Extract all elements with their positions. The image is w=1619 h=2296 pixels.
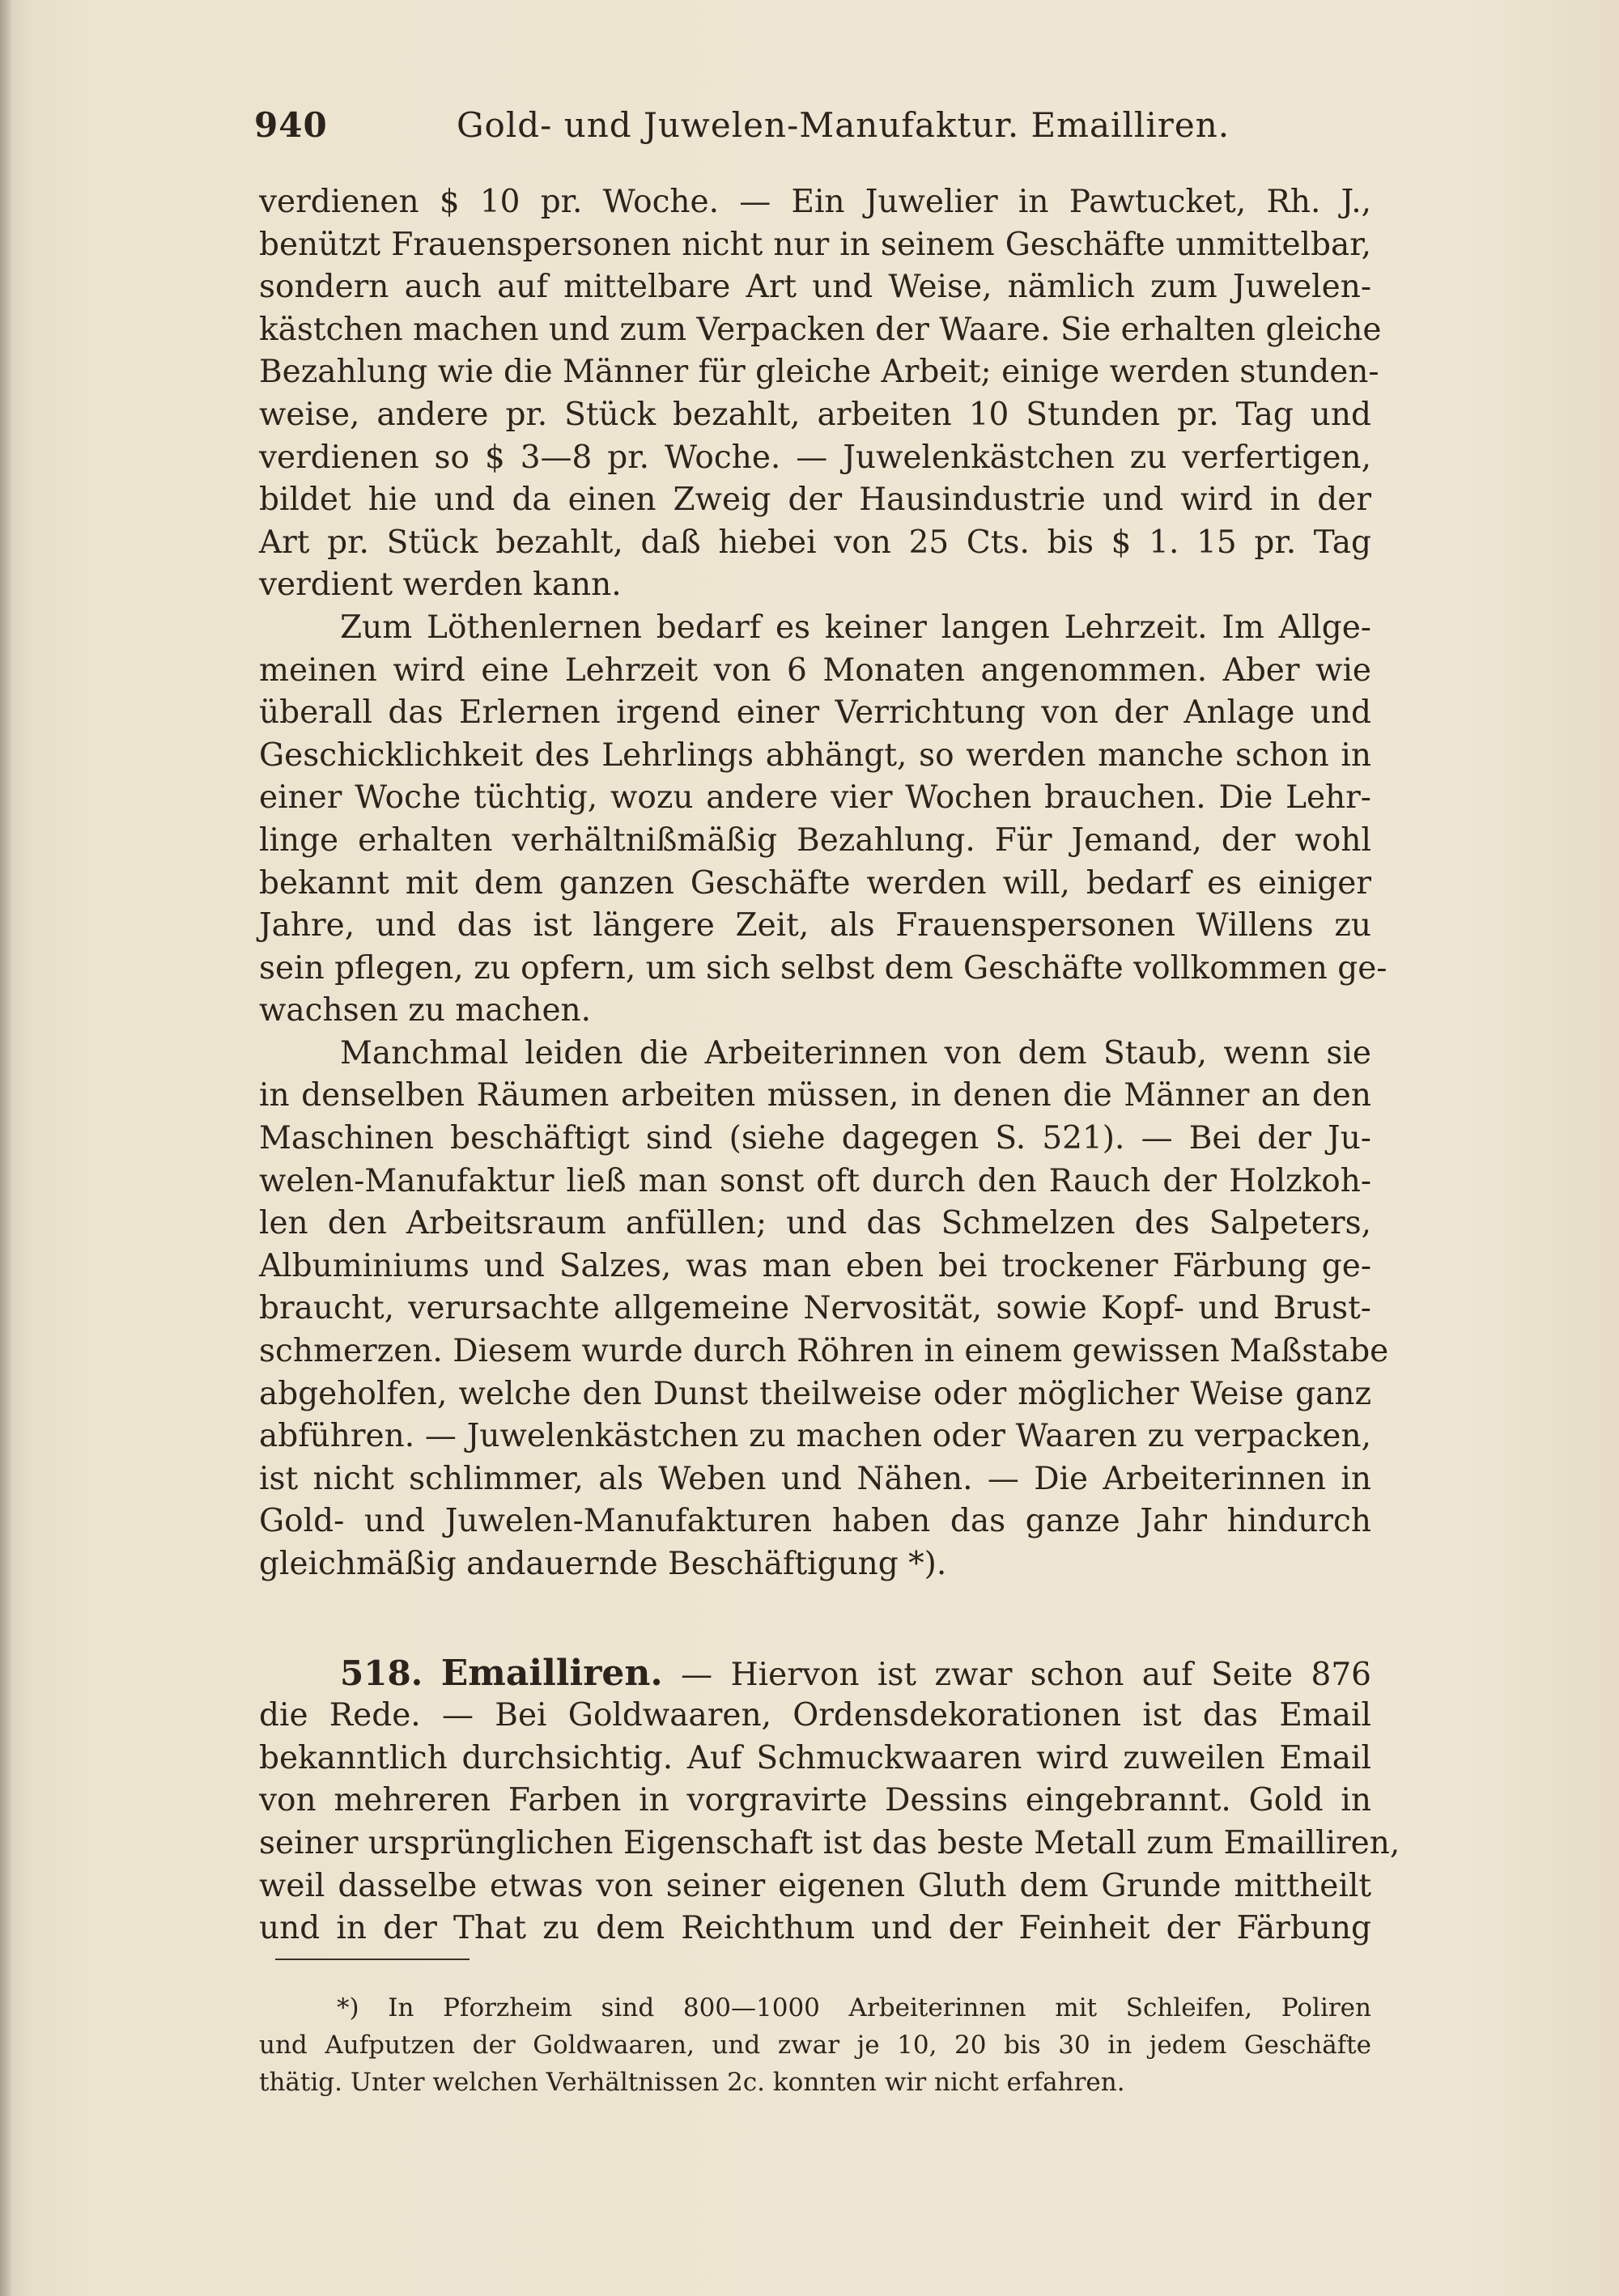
text-line: benützt Frauenspersonen nicht nur in seinem Geschäfte unmittelbar, bbox=[259, 226, 1371, 263]
footnote-line: *) In Pforzheim sind 800—1000 Arbeiterinnen mit Schleifen, Poliren bbox=[337, 1993, 1371, 2022]
footnote-rule bbox=[275, 1959, 470, 1960]
running-title: Gold- und Juwelen-Manufaktur. Emailliren. bbox=[457, 105, 1230, 145]
text-line: Geschicklichkeit des Lehrlings abhängt, so werden manche schon in bbox=[259, 736, 1371, 774]
text-line: gleichmäßig andauernde Beschäftigung *). bbox=[259, 1546, 947, 1582]
section-518 bbox=[259, 1652, 1400, 1950]
footnote-line: thätig. Unter welchen Verhältnissen 2c. konnten wir nicht erfahren. bbox=[259, 2068, 1125, 2097]
text-line: linge erhalten verhältnißmäßig Bezahlung. Für Jemand, der wohl bbox=[259, 821, 1371, 859]
text-line: Albuminiums und Salzes, was man eben bei trockener Färbung ge- bbox=[259, 1247, 1371, 1284]
text-line: Zum Löthenlernen bedarf es keiner langen Lehrzeit. Im Allge- bbox=[340, 609, 1371, 646]
section-first-line bbox=[259, 1653, 1371, 1695]
page-number: 940 bbox=[254, 105, 328, 145]
text-line: verdienen so $ 3—8 pr. Woche. — Juwelenkästchen zu verfertigen, bbox=[259, 439, 1371, 476]
text-line: und in der That zu dem Reichthum und der Feinheit der Färbung bbox=[259, 1910, 1371, 1947]
text-line: sein pflegen, zu opfern, um sich selbst dem Geschäfte vollkommen ge- bbox=[259, 949, 1387, 987]
paragraph-1 bbox=[259, 181, 1382, 607]
page-header bbox=[254, 105, 1387, 154]
text-line: seiner ursprünglichen Eigenschaft ist das beste Metall zum Emailliren, bbox=[259, 1824, 1400, 1861]
text-line: meinen wird eine Lehrzeit von 6 Monaten angenommen. Aber wie bbox=[259, 651, 1371, 689]
text-line: Maschinen beschäftigt sind (siehe dagegen S. 521). — Bei der Ju- bbox=[259, 1120, 1371, 1157]
text-line: braucht, verursachte allgemeine Nervosität, sowie Kopf- und Brust- bbox=[259, 1290, 1371, 1327]
text-line: bekannt mit dem ganzen Geschäfte werden will, bedarf es einiger bbox=[259, 864, 1371, 902]
text-line: verdient werden kann. bbox=[259, 567, 622, 604]
text-line: wachsen zu machen. bbox=[259, 992, 592, 1029]
body-text bbox=[259, 181, 1400, 1950]
section-spacer bbox=[259, 1586, 1371, 1653]
text-line: welen-Manufaktur ließ man sonst oft durch den Rauch der Holzkoh- bbox=[259, 1162, 1371, 1199]
paragraph-2 bbox=[259, 607, 1387, 1033]
section-title: Emailliren. bbox=[440, 1652, 663, 1694]
text-line: kästchen machen und zum Verpacken der Waare. Sie erhalten gleiche bbox=[259, 311, 1382, 348]
footnote-line: und Aufputzen der Goldwaaren, und zwar je 10, 20 bis 30 in jedem Geschäfte bbox=[259, 2031, 1371, 2060]
text-line: die Rede. — Bei Goldwaaren, Ordensdekorationen ist das Email bbox=[259, 1697, 1371, 1734]
section-first-line-text: — Hiervon ist zwar schon auf Seite 876 bbox=[681, 1656, 1371, 1693]
text-line: len den Arbeitsraum anfüllen; und das Schmelzen des Salpeters, bbox=[259, 1205, 1371, 1242]
text-line: von mehreren Farben in vorgravirte Dessins eingebrannt. Gold in bbox=[259, 1782, 1371, 1819]
text-line: sondern auch auf mittelbare Art und Weise, nämlich zum Juwelen- bbox=[259, 269, 1371, 306]
text-line: bekanntlich durchsichtig. Auf Schmuckwaaren wird zuweilen Email bbox=[259, 1739, 1371, 1776]
text-line: abgeholfen, welche den Dunst theilweise oder möglicher Weise ganz bbox=[259, 1375, 1371, 1412]
text-line: Manchmal leiden die Arbeiterinnen von dem Staub, wenn sie bbox=[340, 1034, 1371, 1072]
text-line: in denselben Räumen arbeiten müssen, in denen die Männer an den bbox=[259, 1077, 1371, 1114]
page-gutter-shadow bbox=[0, 0, 11, 2296]
text-line: bildet hie und da einen Zweig der Hausindustrie und wird in der bbox=[259, 482, 1371, 519]
text-line: überall das Erlernen irgend einer Verrichtung von der Anlage und bbox=[259, 694, 1371, 732]
text-line: weise, andere pr. Stück bezahlt, arbeiten 10 Stunden pr. Tag und bbox=[259, 396, 1371, 433]
text-line: Art pr. Stück bezahlt, daß hiebei von 25 Cts. bis $ 1. 15 pr. Tag bbox=[259, 524, 1371, 561]
paragraph-3 bbox=[259, 1033, 1389, 1586]
text-line: Gold- und Juwelen-Manufakturen haben das ganze Jahr hindurch bbox=[259, 1503, 1371, 1540]
text-line: abführen. — Juwelenkästchen zu machen oder Waaren zu verpacken, bbox=[259, 1418, 1371, 1455]
text-line: einer Woche tüchtig, wozu andere vier Wochen brauchen. Die Lehr- bbox=[259, 779, 1371, 817]
section-number: 518. bbox=[340, 1653, 423, 1693]
text-line: Bezahlung wie die Männer für gleiche Arbeit; einige werden stunden- bbox=[259, 354, 1379, 391]
footnote bbox=[259, 1989, 1371, 2101]
text-line: Jahre, und das ist längere Zeit, als Frauenspersonen Willens zu bbox=[259, 907, 1371, 944]
text-line: weil dasselbe etwas von seiner eigenen Gluth dem Grunde mittheilt bbox=[259, 1867, 1371, 1904]
text-line: verdienen $ 10 pr. Woche. — Ein Juwelier in Pawtucket, Rh. J., bbox=[259, 184, 1371, 220]
text-line: schmerzen. Diesem wurde durch Röhren in einem gewissen Maßstabe bbox=[259, 1333, 1389, 1370]
text-line: ist nicht schlimmer, als Weben und Nähen. — Die Arbeiterinnen in bbox=[259, 1460, 1371, 1497]
